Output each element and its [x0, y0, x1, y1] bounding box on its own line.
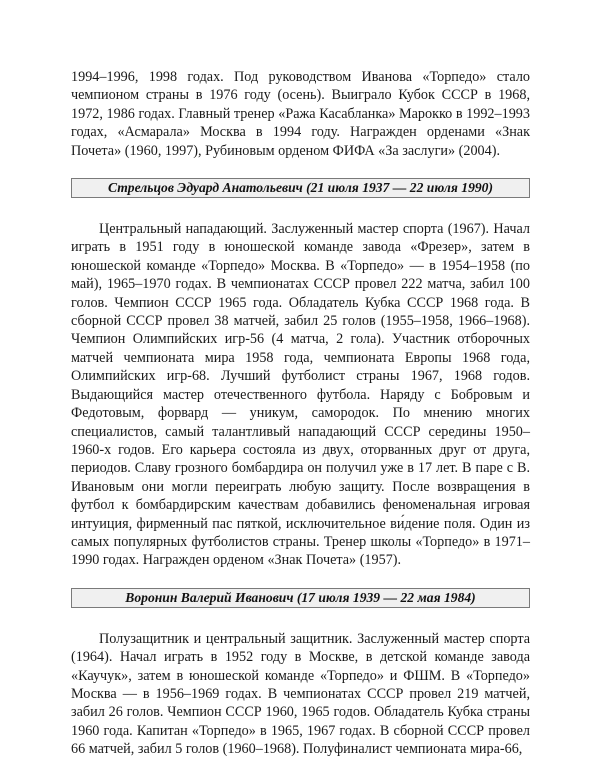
section-heading-streltsov: Стрельцов Эдуард Анатольевич (21 июля 1937 — 22 июля 1990): [71, 178, 530, 198]
section-paragraph-voronin: Полузащитник и центральный защитник. Заслуженный мастер спорта (1964). Начал играть в 1952 году в Москве, в детской команде завода «Каучук», затем в юношеской команде «Торпедо» и ФШМ. В «Торпедо» Москва — в 1956–1969 годах. В чемпионатах СССР провел 219 матчей, забил 26 голов. Чемпион СССР 1960, 1965 годов. Обладатель Кубка страны 1960 года. Капитан «Торпедо» в 1965, 1967 годах. В сборной СССР провел 66 матчей, забил 5 голов (1960–1968). Полуфиналист чемпионата мира-66,: [71, 630, 530, 758]
intro-paragraph: 1994–1996, 1998 годах. Под руководством Иванова «Торпедо» стало чемпионом страны в 1976 году (осень). Выиграло Кубок СССР в 1968, 1972, 1986 годах. Главный тренер «Ража Касабланка» Марокко в 1992–1993 годах, «Асмарала» Москва в 1994 году. Награжден орденами «Знак Почета» (1960, 1997), Рубиновым орденом ФИФА «За заслуги» (2004).: [71, 69, 530, 159]
section-heading-voronin: Воронин Валерий Иванович (17 июля 1939 — 22 мая 1984): [71, 588, 530, 608]
section-paragraph-streltsov: Центральный нападающий. Заслуженный мастер спорта (1967). Начал играть в 1951 году в юношеской команде завода «Фрезер», затем в юношеской команде «Торпедо» Москва. В «Торпедо» — в 1954–1958 (по май), 1965–1970 годах. В чемпионатах СССР провел 222 матча, забил 100 голов. Чемпион СССР 1965 года. Обладатель Кубка СССР 1968 года. В сборной СССР провел 38 матчей, забил 25 голов (1955–1958, 1966–1968). Чемпион Олимпийских игр-56 (4 матча, 2 гола). Участник отборочных матчей чемпионата мира 1958 года, чемпионата Европы 1968 года, Олимпийских игр-68. Лучший футболист страны 1967, 1968 годов. Выдающийся мастер отечественного футбола. Наряду с Бобровым и Федотовым, форвард — уникум, самородок. По мнению многих специалистов, самый талантливый нападающий СССР середины 1950–1960-х годов. Его карьера состояла из двух, оторванных друг от друга, периодов. Славу грозного бомбардира он получил уже в 17 лет. В паре с В. Ивановым они могли переиграть любую защиту. После возвращения в футбол к бомбардирским качествам добавились феноменальная игровая интуиция, фирменный пас пяткой, исключительное ви́дение поля. Один из самых популярных футболистов страны. Тренер школы «Торпедо» в 1971–1990 годах. Награжден орденом «Знак Почета» (1957).: [71, 221, 530, 569]
document-page: [71, 68, 530, 759]
